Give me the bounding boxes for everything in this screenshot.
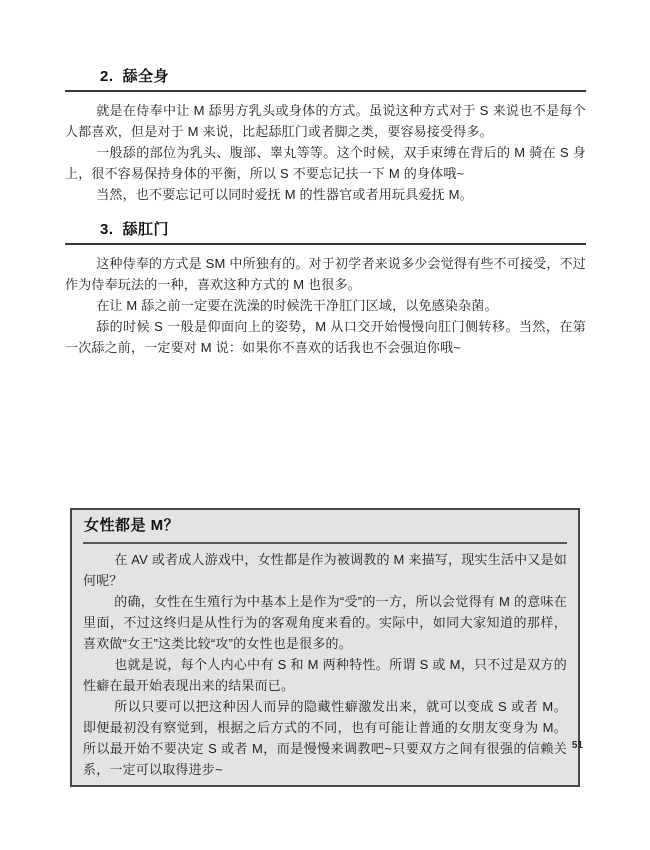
info-box-paragraph: 在 AV 或者成人游戏中，女性都是作为被调教的 M 来描写，现实生活中又是如何呢？: [83, 552, 567, 588]
paragraph: 在让 M 舔之前一定要在洗澡的时候洗干净肛门区域，以免感染杂菌。: [96, 298, 498, 313]
section-lick-whole-body: [65, 68, 586, 205]
section-heading: [65, 221, 586, 245]
info-box-title: 女性都是 M？: [83, 517, 567, 544]
info-box-paragraph: 所以只要可以把这种因人而异的隐藏性癖激发出来，就可以变成 S 或者 M。即便最初没有察觉到，根据之后方式的不同，也有可能让普通的女朋友变身为 M。所以最开始不要决定 S 或者 M，而是慢慢来调教吧~只要双方之间有很强的信赖关系，一定可以取得进步~: [83, 699, 567, 777]
section-title: 舔全身: [122, 68, 170, 85]
section-number: 2.: [100, 68, 114, 85]
paragraph: 一般舔的部位为乳头、腹部、睾丸等等。这个时候，双手束缚在背后的 M 骑在 S 身上，很不容易保持身体的平衡，所以 S 不要忘记扶一下 M 的身体哦~: [65, 145, 586, 181]
page-number: 51: [571, 740, 583, 751]
page-content: [65, 68, 586, 358]
section-lick-anus: [65, 221, 586, 358]
paragraph: 当然，也不要忘记可以同时爱抚 M 的性器官或者用玩具爱抚 M。: [96, 187, 473, 202]
section-number: 3.: [100, 221, 114, 238]
info-box-paragraph: 的确，女性在生殖行为中基本上是作为“受”的一方，所以会觉得有 M 的意味在里面，不过这终归是从性行为的客观角度来看的。实际中，如同大家知道的那样，喜欢做“女王”这类比较“攻”的女性也是很多的。: [83, 594, 567, 651]
section-title: 舔肛门: [122, 221, 170, 238]
paragraph: 就是在侍奉中让 M 舔男方乳头或身体的方式。虽说这种方式对于 S 来说也不是每个人都喜欢，但是对于 M 来说，比起舔肛门或者脚之类，要容易接受得多。: [65, 103, 586, 139]
info-box-paragraph: 也就是说，每个人内心中有 S 和 M 两种特性。所谓 S 或 M，只不过是双方的性癖在最开始表现出来的结果而已。: [83, 657, 567, 693]
section-heading: [65, 68, 586, 92]
paragraph: 这种侍奉的方式是 SM 中所独有的。对于初学者来说多少会觉得有些不可接受，不过作为侍奉玩法的一种，喜欢这种方式的 M 也很多。: [65, 256, 586, 292]
paragraph: 舔的时候 S 一般是仰面向上的姿势，M 从口交开始慢慢向肛门侧转移。当然，在第一次舔之前，一定要对 M 说：如果你不喜欢的话我也不会强迫你哦~: [65, 319, 586, 355]
